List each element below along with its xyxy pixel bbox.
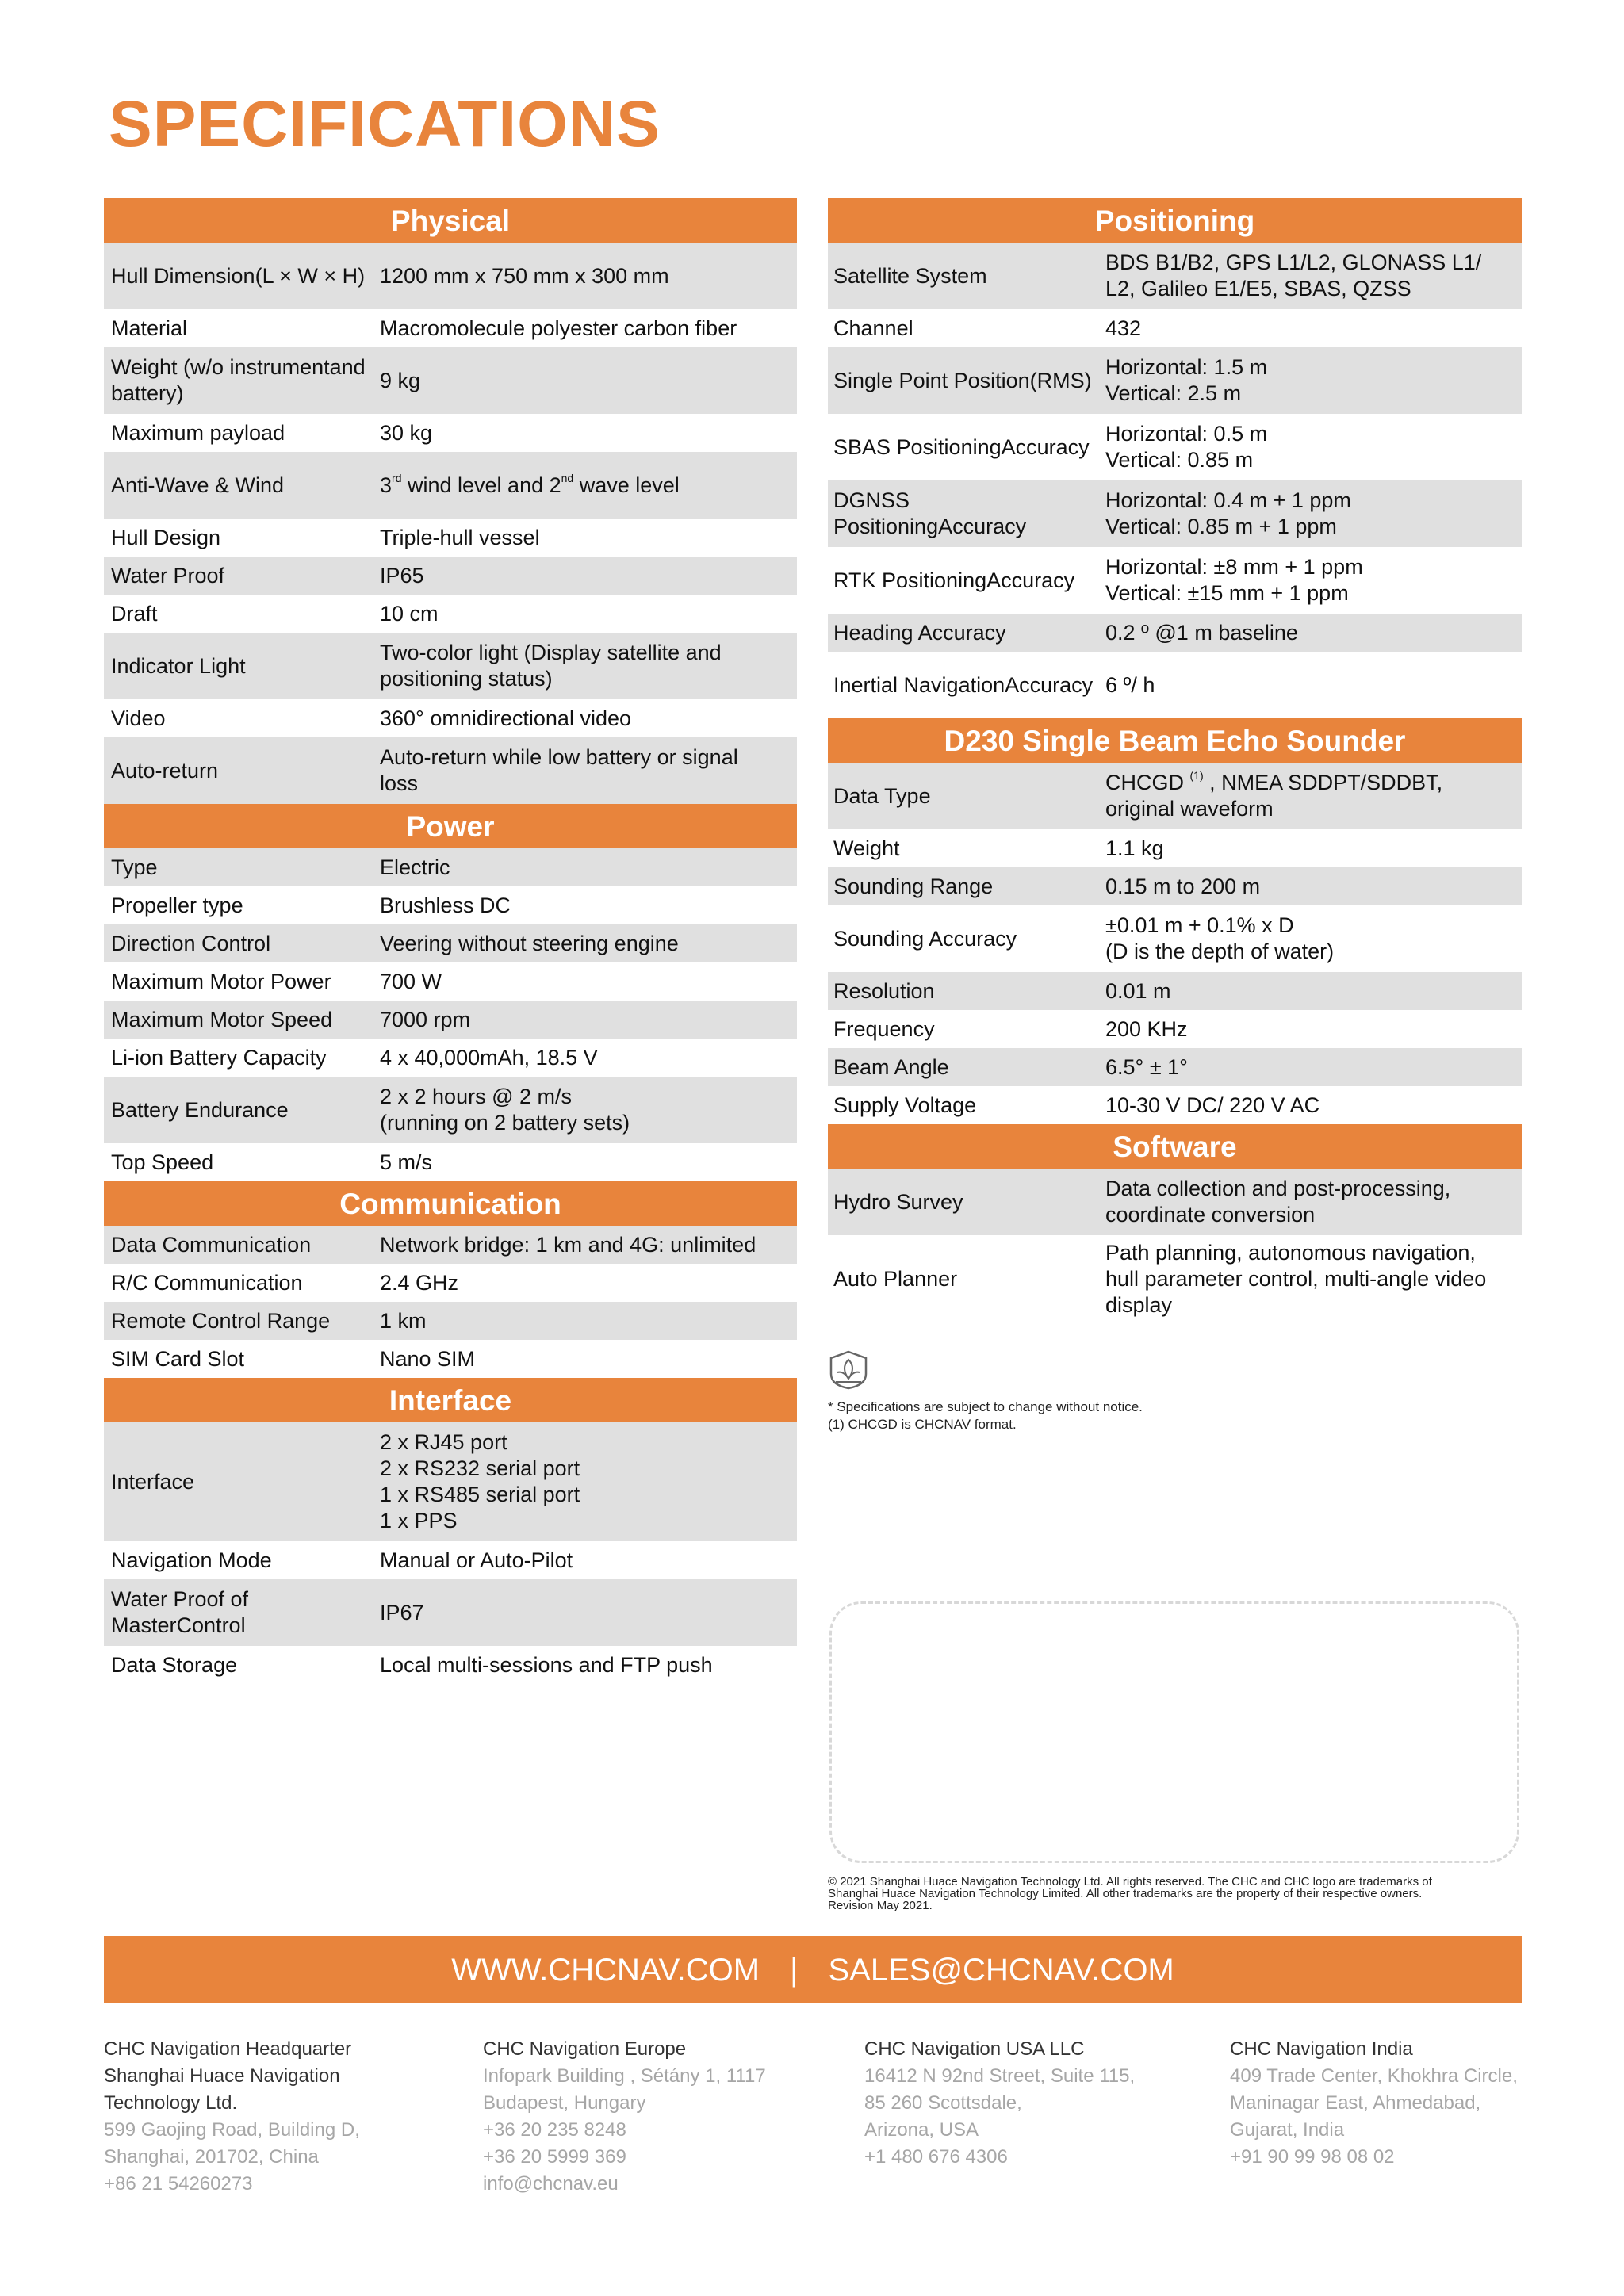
spec-value-line: Manual or Auto-Pilot (380, 1548, 573, 1572)
spec-value (380, 1308, 797, 1334)
spec-value-line: Triple-hull vessel (380, 525, 540, 549)
spec-label-line: SBAS Positioning (833, 434, 1002, 459)
spec-label-line: Battery Endurance (111, 1097, 289, 1122)
spec-label-line: Data Type (833, 783, 931, 808)
spec-row-maximum-payload (104, 414, 797, 452)
spec-row-hull-dimension-l-w-h (104, 243, 797, 309)
spec-label (104, 354, 380, 407)
spec-row-direction-control (104, 924, 797, 962)
spec-value-line: display (1105, 1292, 1173, 1317)
spec-label (828, 783, 1105, 809)
office-address-line: +86 21 54260273 (104, 2173, 253, 2195)
spec-value-line: 2 x RJ45 port (380, 1430, 508, 1454)
spec-value (380, 969, 797, 995)
spec-label (104, 1232, 380, 1258)
spec-label-line: Indicator Light (111, 653, 246, 678)
spec-value (380, 316, 797, 342)
spec-label (828, 263, 1105, 289)
spec-label-line: Inertial Navigation (833, 672, 1005, 697)
spec-row-sbas-positioning-accuracy (828, 414, 1522, 480)
spec-label (104, 1097, 380, 1123)
spec-value-line: original waveform (1105, 797, 1274, 821)
spec-value-line: Path planning, autonomous navigation, (1105, 1240, 1476, 1265)
spec-label (104, 1308, 380, 1334)
spec-value-line: Vertical: ±15 mm + 1 ppm (1105, 581, 1349, 605)
spec-value (380, 1548, 797, 1574)
spec-row-type (104, 848, 797, 886)
spec-value (1105, 250, 1522, 302)
spec-label (104, 1270, 380, 1296)
spec-value-line: Horizontal: ±8 mm + 1 ppm (1105, 555, 1363, 579)
spec-row-heading-accuracy (828, 614, 1522, 652)
spec-value-line: 9 kg (380, 368, 421, 392)
spec-label-line: Navigation Mode (111, 1548, 272, 1572)
office-usa (864, 2036, 1135, 2171)
spec-label-line: Accuracy (986, 568, 1075, 592)
spec-label (104, 263, 380, 289)
office-name-line: CHC Navigation Europe (483, 2038, 687, 2060)
spec-label-line: Sounding Range (833, 874, 994, 898)
page-title: SPECIFICATIONS (109, 88, 661, 160)
spec-label-line: Accuracy (938, 515, 1027, 538)
section-header-software: Software (828, 1124, 1522, 1169)
spec-value (380, 1429, 797, 1534)
spec-value-line: IP67 (380, 1600, 424, 1624)
spec-value (380, 1600, 797, 1626)
spec-label-line: Interface (111, 1469, 195, 1494)
dealer-stamp-box (829, 1601, 1519, 1863)
office-address-line: Arizona, USA (864, 2119, 979, 2141)
spec-value (1105, 836, 1522, 862)
email-link[interactable]: SALES@CHCNAV.COM (828, 1953, 1174, 1988)
legal-line: © 2021 Shanghai Huace Navigation Technology Ltd. All rights reserved. The CHC and CHC logo are trademarks of (828, 1875, 1432, 1888)
spec-row-top-speed (104, 1143, 797, 1181)
spec-label-line: R/C Communication (111, 1270, 303, 1295)
spec-value (1105, 770, 1522, 822)
spec-label-line: Top Speed (111, 1150, 214, 1174)
spec-value-line: (running on 2 battery sets) (380, 1111, 630, 1135)
spec-value-line: Macromolecule polyester carbon fiber (380, 316, 737, 340)
spec-value-line: 6 º/ h (1105, 672, 1155, 697)
spec-row-weight-w-o-instrument-and-battery (104, 347, 797, 414)
spec-value (380, 601, 797, 627)
spec-label-line: Auto Planner (833, 1266, 958, 1291)
spec-value (1105, 1093, 1522, 1119)
spec-value-line: 700 W (380, 969, 442, 993)
spec-label-line: Supply Voltage (833, 1093, 977, 1117)
spec-value (380, 263, 797, 289)
spec-label-line: Material (111, 316, 188, 340)
spec-value (1105, 1054, 1522, 1081)
spec-label-line: Weight (w/o instrument (111, 355, 330, 379)
office-india (1230, 2036, 1518, 2171)
spec-value-line: 3rd wind level and 2nd wave level (380, 471, 680, 497)
spec-label (828, 368, 1105, 394)
legal-notice (828, 1876, 1522, 1911)
spec-label-line: Satellite System (833, 263, 987, 288)
spec-label (828, 620, 1105, 646)
spec-label (104, 563, 380, 589)
spec-row-anti-wave-wind (104, 452, 797, 519)
spec-label (104, 969, 380, 995)
spec-row-draft (104, 595, 797, 633)
spec-value-line: Nano SIM (380, 1346, 476, 1371)
spec-row-hydro-survey (828, 1169, 1522, 1235)
spec-row-data-communication (104, 1226, 797, 1264)
right-spec-column (828, 198, 1522, 1322)
spec-label-line: Video (111, 706, 166, 730)
spec-label-line: Resolution (833, 978, 935, 1003)
spec-row-sim-card-slot (104, 1340, 797, 1378)
spec-label (828, 316, 1105, 342)
spec-value-line: Two-color light (Display satellite and (380, 641, 722, 664)
spec-value-line: 1200 mm x 750 mm x 300 mm (380, 263, 669, 288)
left-spec-column (104, 198, 797, 1684)
spec-value (380, 1045, 797, 1071)
spec-row-video (104, 699, 797, 737)
banner-separator: | (790, 1953, 799, 1988)
spec-label-line: Data Communication (111, 1232, 312, 1257)
spec-label-line: and battery) (111, 355, 366, 405)
spec-row-battery-endurance (104, 1077, 797, 1143)
spec-row-data-type (828, 763, 1522, 829)
office-name-line: CHC Navigation India (1230, 2038, 1413, 2060)
spec-value-line: 0.15 m to 200 m (1105, 874, 1261, 898)
spec-label (104, 1469, 380, 1495)
spec-value (380, 1150, 797, 1176)
spec-value (1105, 316, 1522, 342)
spec-label-line: SIM Card Slot (111, 1346, 245, 1371)
spec-value-line: positioning status) (380, 667, 553, 691)
spec-label-line: Water Proof of Master (111, 1587, 249, 1637)
spec-row-maximum-motor-power (104, 962, 797, 1001)
spec-value-line: 1 x RS485 serial port (380, 1483, 580, 1506)
spec-label (104, 525, 380, 551)
spec-value (380, 1270, 797, 1296)
spec-label (104, 855, 380, 881)
spec-label-line: Type (111, 855, 158, 879)
spec-label-line: Remote Control Range (111, 1308, 331, 1333)
spec-label (828, 978, 1105, 1004)
spec-value (380, 1084, 797, 1136)
spec-value (380, 368, 797, 394)
office-address-line: Maninagar East, Ahmedabad, (1230, 2092, 1481, 2114)
spec-label-line: Water Proof (111, 563, 225, 587)
spec-label-line: Propeller type (111, 893, 243, 917)
spec-value-line: 360° omnidirectional video (380, 706, 631, 730)
spec-label-line: RTK Positioning (833, 568, 987, 592)
spec-value-line: loss (380, 771, 419, 795)
spec-label (104, 1045, 380, 1071)
spec-value-line: 5 m/s (380, 1150, 433, 1174)
spec-label (104, 653, 380, 679)
spec-label-line: Accuracy (1001, 434, 1090, 459)
spec-row-li-ion-battery-capacity (104, 1039, 797, 1077)
office-address-line: Gujarat, India (1230, 2119, 1345, 2141)
spec-value-line: coordinate conversion (1105, 1203, 1316, 1226)
spec-label (828, 568, 1105, 594)
spec-row-rtk-positioning-accuracy (828, 547, 1522, 614)
spec-value (1105, 554, 1522, 607)
spec-label-line: Heading Accuracy (833, 620, 1006, 645)
spec-value-line: 1 km (380, 1308, 427, 1333)
spec-label-line: Draft (111, 601, 158, 626)
spec-value-line: Brushless DC (380, 893, 511, 917)
spec-label (104, 1007, 380, 1033)
spec-value-line: Local multi-sessions and FTP push (380, 1652, 713, 1677)
office-name-line: Technology Ltd. (104, 2092, 238, 2114)
spec-row-water-proof (104, 557, 797, 595)
footnote-line: (1) CHCGD is CHCNAV format. (828, 1417, 1017, 1432)
legal-line: Shanghai Huace Navigation Technology Limited. All other trademarks are the property of their respective owners. (828, 1887, 1423, 1900)
spec-value (1105, 874, 1522, 900)
footnote-line: * Specifications are subject to change without notice. (828, 1399, 1143, 1414)
spec-value-line: Vertical: 2.5 m (1105, 381, 1242, 405)
spec-value (1105, 1240, 1522, 1318)
office-address-line: +36 20 235 8248 (483, 2119, 626, 2141)
spec-row-remote-control-range (104, 1302, 797, 1340)
spec-row-maximum-motor-speed (104, 1001, 797, 1039)
spec-value (380, 473, 797, 499)
spec-value-line: 10 cm (380, 601, 439, 626)
spec-value-line: 4 x 40,000mAh, 18.5 V (380, 1045, 598, 1070)
spec-value (380, 1346, 797, 1372)
office-headquarter (104, 2036, 360, 2198)
spec-label-line: Accuracy (1005, 672, 1094, 697)
office-address-line: Budapest, Hungary (483, 2092, 646, 2114)
spec-value-line: ±0.01 m + 0.1% x D (1105, 913, 1294, 937)
spec-value (380, 1232, 797, 1258)
spec-label (828, 1189, 1105, 1215)
contact-banner (104, 1936, 1522, 2003)
spec-row-auto-return (104, 737, 797, 804)
spec-label-line: Hull Design (111, 525, 221, 549)
spec-label-line: Control (176, 1613, 246, 1637)
spec-value (1105, 913, 1522, 965)
spec-label (828, 1266, 1105, 1292)
spec-value (380, 420, 797, 446)
spec-value-line: 6.5° ± 1° (1105, 1054, 1188, 1079)
spec-value-line: Electric (380, 855, 450, 879)
section-header-positioning: Positioning (828, 198, 1522, 243)
spec-value-line: 0.2 º @1 m baseline (1105, 620, 1298, 645)
spec-row-material (104, 309, 797, 347)
spec-value (1105, 1176, 1522, 1228)
spec-row-auto-planner (828, 1235, 1522, 1322)
spec-row-weight (828, 829, 1522, 867)
spec-label (104, 1346, 380, 1372)
spec-value (380, 744, 797, 797)
spec-label-line: Weight (833, 836, 900, 860)
spec-value (380, 1007, 797, 1033)
spec-value-line: Vertical: 0.85 m (1105, 448, 1254, 472)
spec-row-inertial-navigation-accuracy (828, 652, 1522, 718)
office-address-line: Shanghai, 201702, China (104, 2146, 319, 2168)
spec-value-line: 1 x PPS (380, 1509, 458, 1533)
spec-row-resolution (828, 972, 1522, 1010)
spec-value-line: Vertical: 0.85 m + 1 ppm (1105, 515, 1337, 538)
spec-label (104, 420, 380, 446)
spec-value-line: Horizontal: 0.5 m (1105, 422, 1268, 446)
spec-label (104, 706, 380, 732)
spec-row-frequency (828, 1010, 1522, 1048)
spec-value-line: Veering without steering engine (380, 931, 679, 955)
spec-value (1105, 978, 1522, 1004)
spec-value (380, 1652, 797, 1678)
spec-value (1105, 672, 1522, 698)
spec-row-dgnss-positioning-accuracy (828, 480, 1522, 547)
spec-label-line: DGNSS Positioning (833, 488, 939, 538)
spec-label (104, 1150, 380, 1176)
spec-label-line: Maximum Motor Speed (111, 1007, 333, 1031)
spec-value-line: 1.1 kg (1105, 836, 1164, 860)
section-header-power: Power (104, 804, 797, 848)
spec-value-line: IP65 (380, 563, 424, 587)
spec-value-line: 10-30 V DC/ 220 V AC (1105, 1093, 1320, 1117)
spec-value (1105, 620, 1522, 646)
spec-label (104, 473, 380, 499)
spec-row-sounding-accuracy (828, 905, 1522, 972)
spec-value-line: L2, Galileo E1/E5, SBAS, QZSS (1105, 277, 1411, 300)
eco-leaf-icon (828, 1350, 869, 1390)
spec-label (104, 1548, 380, 1574)
spec-row-satellite-system (828, 243, 1522, 309)
spec-label-line: Maximum Motor Power (111, 969, 331, 993)
legal-line: Revision May 2021. (828, 1899, 933, 1912)
spec-value-line: Horizontal: 1.5 m (1105, 355, 1268, 379)
spec-value-line: Auto-return while low battery or signal (380, 745, 738, 769)
spec-value (380, 640, 797, 692)
section-header-communication: Communication (104, 1181, 797, 1226)
spec-value (1105, 488, 1522, 540)
spec-label-line: Single Point Position (833, 368, 1030, 392)
spec-value-line: Data collection and post-processing, (1105, 1177, 1451, 1200)
section-header-d230-single-beam-echo-sounder: D230 Single Beam Echo Sounder (828, 718, 1522, 763)
spec-row-r-c-communication (104, 1264, 797, 1302)
office-name-line: CHC Navigation Headquarter (104, 2038, 352, 2060)
website-link[interactable]: WWW.CHCNAV.COM (451, 1953, 760, 1988)
spec-value-line: 2 x 2 hours @ 2 m/s (380, 1085, 572, 1108)
spec-row-sounding-range (828, 867, 1522, 905)
spec-value-line: CHCGD $^{(1)}$ , NMEA SDDPT/SDDBT, (1105, 769, 1443, 794)
office-address-line: Infopark Building , Sétány 1, 1117 (483, 2065, 766, 2087)
spec-value-line: BDS B1/B2, GPS L1/L2, GLONASS L1/ (1105, 251, 1482, 274)
spec-value-line: 200 KHz (1105, 1016, 1188, 1041)
spec-label-line: Frequency (833, 1016, 935, 1041)
office-address-line: 85 260 Scottsdale, (864, 2092, 1022, 2114)
spec-label (828, 1054, 1105, 1081)
spec-value-line: 2 x RS232 serial port (380, 1456, 580, 1480)
spec-value (1105, 421, 1522, 473)
spec-label (104, 316, 380, 342)
spec-label (828, 672, 1105, 698)
spec-value-line: hull parameter control, multi-angle video (1105, 1266, 1487, 1291)
spec-label (828, 836, 1105, 862)
office-address-line: +91 90 99 98 08 02 (1230, 2146, 1395, 2168)
spec-row-beam-angle (828, 1048, 1522, 1086)
office-address-line: 409 Trade Center, Khokhra Circle, (1230, 2065, 1518, 2087)
spec-label-line: Li-ion Battery Capacity (111, 1045, 327, 1070)
spec-value-line: 30 kg (380, 420, 433, 445)
spec-row-interface (104, 1422, 797, 1541)
spec-label (828, 926, 1105, 952)
spec-value-line: 2.4 GHz (380, 1270, 459, 1295)
spec-label-line: Channel (833, 316, 914, 340)
spec-value-line: (D is the depth of water) (1105, 939, 1335, 963)
footnotes (828, 1399, 1143, 1433)
spec-value (380, 893, 797, 919)
office-name-line: Shanghai Huace Navigation (104, 2065, 340, 2087)
spec-label-line: Hull Dimension (111, 263, 255, 288)
spec-value-line: Horizontal: 0.4 m + 1 ppm (1105, 488, 1351, 512)
spec-label-line: Anti-Wave & Wind (111, 473, 285, 497)
office-address-line: 16412 N 92nd Street, Suite 115, (864, 2065, 1136, 2087)
spec-label (828, 1093, 1105, 1119)
spec-value (380, 706, 797, 732)
spec-row-channel (828, 309, 1522, 347)
spec-value-line: 432 (1105, 316, 1142, 340)
spec-row-water-proof-of-master-control (104, 1579, 797, 1646)
spec-label (104, 1652, 380, 1678)
spec-label-line: Data Storage (111, 1652, 238, 1677)
spec-label-line: Direction Control (111, 931, 271, 955)
spec-label (104, 931, 380, 957)
spec-value (1105, 354, 1522, 407)
section-header-interface: Interface (104, 1378, 797, 1422)
office-address-line: +1 480 676 4306 (864, 2146, 1008, 2168)
spec-value-line: 0.01 m (1105, 978, 1171, 1003)
spec-value (380, 563, 797, 589)
spec-row-indicator-light (104, 633, 797, 699)
spec-label-line: Auto-return (111, 758, 219, 783)
spec-label-line: Sounding Accuracy (833, 926, 1017, 951)
spec-row-navigation-mode (104, 1541, 797, 1579)
spec-label (104, 758, 380, 784)
spec-label (104, 1586, 380, 1639)
spec-label-line: Hydro Survey (833, 1189, 963, 1214)
spec-value (1105, 1016, 1522, 1043)
spec-label-line: Maximum payload (111, 420, 285, 445)
office-address-line: +36 20 5999 369 (483, 2146, 626, 2168)
spec-row-supply-voltage (828, 1086, 1522, 1124)
section-header-physical: Physical (104, 198, 797, 243)
spec-label (104, 893, 380, 919)
spec-label (828, 434, 1105, 461)
office-address-line: 599 Gaojing Road, Building D, (104, 2119, 360, 2141)
office-europe (483, 2036, 766, 2198)
spec-value (380, 525, 797, 551)
spec-value-line: 7000 rpm (380, 1007, 471, 1031)
spec-label-line: (L × W × H) (255, 263, 366, 288)
spec-value (380, 931, 797, 957)
spec-label-line: (RMS) (1029, 368, 1092, 392)
spec-label (828, 1016, 1105, 1043)
office-address-line: info@chcnav.eu (483, 2173, 619, 2195)
office-name-line: CHC Navigation USA LLC (864, 2038, 1085, 2060)
spec-label (828, 874, 1105, 900)
spec-label (828, 488, 1105, 540)
spec-value-line: Network bridge: 1 km and 4G: unlimited (380, 1232, 756, 1257)
spec-value (380, 855, 797, 881)
spec-row-single-point-position-rms (828, 347, 1522, 414)
spec-label-line: Beam Angle (833, 1054, 949, 1079)
spec-row-hull-design (104, 519, 797, 557)
spec-row-data-storage (104, 1646, 797, 1684)
spec-row-propeller-type (104, 886, 797, 924)
spec-label (104, 601, 380, 627)
